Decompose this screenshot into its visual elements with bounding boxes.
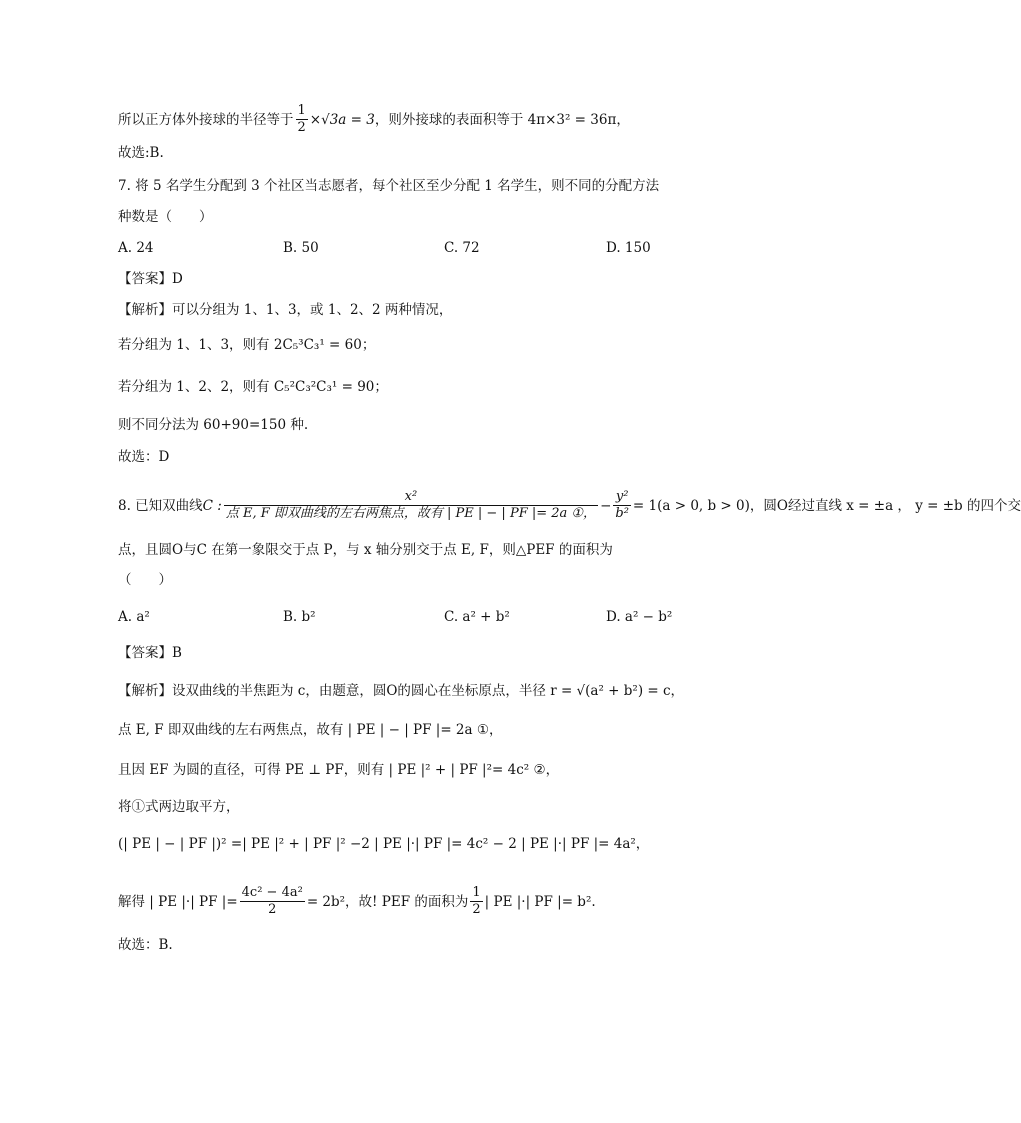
q7-total: 则不同分法为 60+90=150 种. <box>118 417 309 433</box>
q7-stem-line1: 7. 将 5 名学生分配到 3 个社区当志愿者，每个社区至少分配 1 名学生，则不同的分配方法 <box>118 178 660 194</box>
q8-hyperbola-name: C : <box>202 498 222 514</box>
fraction-denominator: 2 <box>297 120 306 135</box>
q8-a6-mid: = 2b²，故! PEF 的面积为 <box>306 894 469 910</box>
q8-analysis-1: 【解析】设双曲线的半焦距为 c，由题意，圆O的圆心在坐标原点，半径 r = √(a² + b²) = c， <box>118 683 685 699</box>
q7-analysis: 【解析】可以分组为 1、1、3，或 1、2、2 两种情况， <box>118 302 453 318</box>
q8-option-c: C. a² + b² <box>444 609 510 625</box>
q8-frac-x-den: 点 E, F 即双曲线的左右两焦点，故有 | PE | − | PF |= 2a ①， <box>225 506 597 521</box>
q8-option-a: A. a² <box>118 609 150 625</box>
q7-option-c: C. 72 <box>444 240 480 256</box>
q8-stem-line2: 点，且圆O与C 在第一象限交于点 P，与 x 轴分别交于点 E, F，则△PEF 的面积为 <box>118 542 613 558</box>
q8-option-d: D. a² − b² <box>606 609 673 625</box>
fraction-numerator: 1 <box>297 103 306 118</box>
q8-analysis-5: (| PE | − | PF |)² =| PE |² + | PF |² −2 | PE |·| PF |= 4c² − 2 | PE |·| PF |= 4a²， <box>118 836 650 852</box>
fraction-one-half <box>296 103 308 136</box>
q8-frac-x-num: x² <box>224 489 598 506</box>
q7-case1: 若分组为 1、1、3，则有 2C₅³C₃¹ = 60； <box>118 337 376 353</box>
prev-solution-line <box>118 104 630 137</box>
q8-frac-y-den: b² <box>615 506 629 521</box>
q8-a6-half-den: 2 <box>472 902 481 917</box>
q8-a6-frac-den: 2 <box>268 902 277 917</box>
q7-option-a: A. 24 <box>118 240 154 256</box>
q7-stem-line2: 种数是（ ） <box>118 209 213 225</box>
q8-a6-fraction <box>240 885 305 918</box>
q7-option-d: D. 150 <box>606 240 651 256</box>
q8-a6-post: | PE |·| PF |= b². <box>484 894 596 910</box>
q8-analysis-3: 且因 EF 为圆的直径，可得 PE ⊥ PF，则有 | PE |² + | PF |²= 4c² ②， <box>118 762 560 778</box>
q8-analysis-2: 点 E, F 即双曲线的左右两焦点，故有 | PE | − | PF |= 2a ①， <box>118 722 503 738</box>
q8-fraction-x <box>224 489 598 522</box>
q8-answer: 【答案】B <box>118 645 182 661</box>
q7-option-b: B. 50 <box>283 240 319 256</box>
q8-frac-y-num: y² <box>613 489 631 506</box>
prev-choose-line: 故选:B. <box>118 145 164 161</box>
q8-a6-pre: 解得 | PE |·| PF |= <box>118 894 238 910</box>
q8-stem-line1 <box>118 490 1021 523</box>
q8-fraction-y <box>613 489 631 522</box>
q8-analysis-4: 将①式两边取平方， <box>118 799 240 815</box>
q8-stem-post: ，圆O经过直线 x = ±a ， y = ±b 的四个交 <box>749 498 1021 514</box>
q7-case2: 若分组为 1、2、2，则有 C₅²C₃²C₃¹ = 90； <box>118 379 388 395</box>
q8-stem-line3: （ ） <box>118 572 172 588</box>
q8-choose: 故选：B. <box>118 937 173 953</box>
q7-choose: 故选：D <box>118 449 170 465</box>
q8-minus: − <box>600 498 612 514</box>
prev-solution-text-pre: 所以正方体外接球的半径等于 <box>118 112 294 128</box>
q8-a6-half-num: 1 <box>472 885 481 900</box>
q8-condition: = 1(a > 0, b > 0) <box>632 498 750 514</box>
q8-a6-frac-num: 4c² − 4a² <box>241 885 303 900</box>
q8-option-b: B. b² <box>283 609 316 625</box>
q8-analysis-6 <box>118 886 596 919</box>
q8-a6-fraction-half <box>470 885 482 918</box>
prev-solution-math: ×√3a = 3 <box>309 112 375 128</box>
q7-answer: 【答案】D <box>118 271 183 287</box>
q8-stem-pre: 8. 已知双曲线 <box>118 498 203 514</box>
prev-solution-text-post: ，则外接球的表面积等于 4π×3² = 36π， <box>374 112 630 128</box>
